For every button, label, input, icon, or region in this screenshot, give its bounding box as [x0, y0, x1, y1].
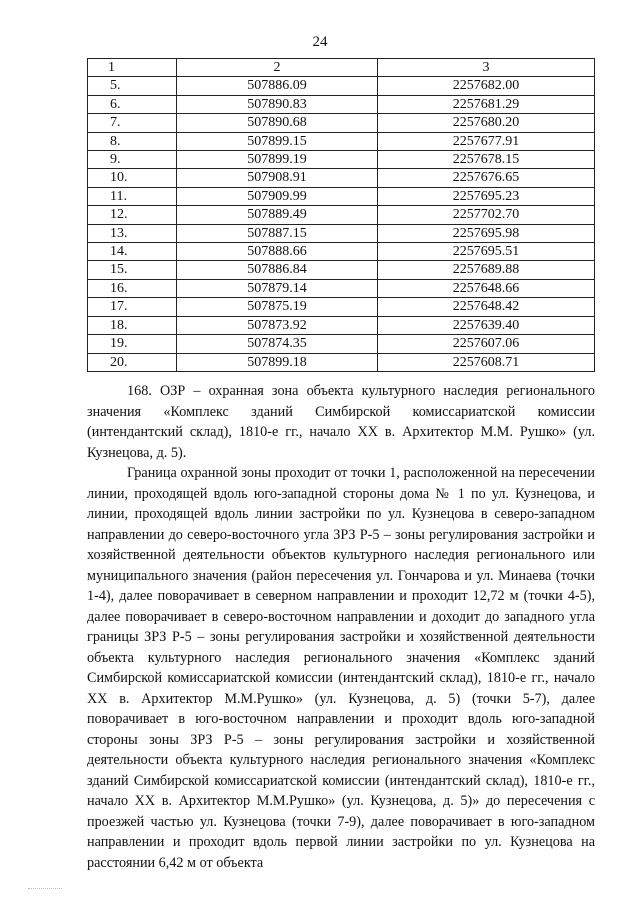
table-row: [88, 95, 595, 113]
x-coordinate-cell: 507886.84: [177, 261, 378, 279]
y-coordinate-cell: 2257678.15: [378, 151, 595, 169]
column-header-1: 1: [88, 59, 177, 77]
x-coordinate-cell: 507887.15: [177, 224, 378, 242]
point-number-cell: 5.: [88, 77, 177, 95]
y-coordinate-cell: 2257695.23: [378, 187, 595, 205]
table-row: [88, 261, 595, 279]
x-coordinate-cell: 507889.49: [177, 206, 378, 224]
x-coordinate-cell: 507888.66: [177, 243, 378, 261]
table-row: [88, 353, 595, 371]
table-header-row: [88, 59, 595, 77]
table-row: [88, 243, 595, 261]
column-header-3: 3: [378, 59, 595, 77]
point-number-cell: 8.: [88, 132, 177, 150]
coordinates-table: [87, 58, 595, 372]
x-coordinate-cell: 507879.14: [177, 279, 378, 297]
x-coordinate-cell: 507908.91: [177, 169, 378, 187]
y-coordinate-cell: 2257607.06: [378, 335, 595, 353]
x-coordinate-cell: 507886.09: [177, 77, 378, 95]
point-number-cell: 12.: [88, 206, 177, 224]
x-coordinate-cell: 507890.83: [177, 95, 378, 113]
x-coordinate-cell: 507899.18: [177, 353, 378, 371]
page-number: 24: [312, 34, 328, 50]
y-coordinate-cell: 2257648.66: [378, 279, 595, 297]
y-coordinate-cell: 2257702.70: [378, 206, 595, 224]
point-number-cell: 15.: [88, 261, 177, 279]
y-coordinate-cell: 2257648.42: [378, 298, 595, 316]
y-coordinate-cell: 2257677.91: [378, 132, 595, 150]
scan-artifact: [28, 888, 62, 891]
x-coordinate-cell: 507899.19: [177, 151, 378, 169]
x-coordinate-cell: 507875.19: [177, 298, 378, 316]
point-number-cell: 20.: [88, 353, 177, 371]
table-row: [88, 316, 595, 334]
y-coordinate-cell: 2257682.00: [378, 77, 595, 95]
column-header-2: 2: [177, 59, 378, 77]
point-number-cell: 13.: [88, 224, 177, 242]
x-coordinate-cell: 507909.99: [177, 187, 378, 205]
table-row: [88, 224, 595, 242]
point-number-cell: 10.: [88, 169, 177, 187]
x-coordinate-cell: 507899.15: [177, 132, 378, 150]
table-row: [88, 114, 595, 132]
point-number-cell: 14.: [88, 243, 177, 261]
point-number-cell: 17.: [88, 298, 177, 316]
y-coordinate-cell: 2257639.40: [378, 316, 595, 334]
table-row: [88, 335, 595, 353]
x-coordinate-cell: 507890.68: [177, 114, 378, 132]
point-number-cell: 7.: [88, 114, 177, 132]
table-row: [88, 206, 595, 224]
y-coordinate-cell: 2257676.65: [378, 169, 595, 187]
y-coordinate-cell: 2257608.71: [378, 353, 595, 371]
document-body: [87, 381, 595, 873]
point-number-cell: 16.: [88, 279, 177, 297]
y-coordinate-cell: 2257680.20: [378, 114, 595, 132]
table-row: [88, 187, 595, 205]
y-coordinate-cell: 2257689.88: [378, 261, 595, 279]
paragraph-168: 168. ОЗР – охранная зона объекта культурного наследия регионального значения «Комплекс зданий Симбирской комиссариатской комиссии (интендантский склад), 1810-е гг., начало XX в. Архитектор М.М. Рушко» (ул. Кузнецова, д. 5).: [87, 383, 595, 461]
y-coordinate-cell: 2257695.51: [378, 243, 595, 261]
table-row: [88, 169, 595, 187]
x-coordinate-cell: 507874.35: [177, 335, 378, 353]
y-coordinate-cell: 2257681.29: [378, 95, 595, 113]
point-number-cell: 6.: [88, 95, 177, 113]
y-coordinate-cell: 2257695.98: [378, 224, 595, 242]
table-row: [88, 132, 595, 150]
table-row: [88, 279, 595, 297]
table-row: [88, 77, 595, 95]
point-number-cell: 18.: [88, 316, 177, 334]
table-row: [88, 298, 595, 316]
point-number-cell: 19.: [88, 335, 177, 353]
table-row: [88, 151, 595, 169]
point-number-cell: 9.: [88, 151, 177, 169]
x-coordinate-cell: 507873.92: [177, 316, 378, 334]
point-number-cell: 11.: [88, 187, 177, 205]
paragraph-boundary-description: Граница охранной зоны проходит от точки 1, расположенной на пересечении линии, проходящей вдоль юго-западной стороны дома № 1 по ул. Кузнецова, и линии, проходящей вдоль линии застройки по ул. Кузнецова в северо-западном направлении до северо-восточного угла ЗРЗ Р-5 – зоны регулирования застройки и хозяйственной деятельности объектов культурного наследия регионального или муниципального значения (район пересечения ул. Гончарова и ул. Минаева (точки 1-4), далее поворачивает в северном направлении и проходит 12,72 м (точки 4-5), далее поворачивает в северо-восточном направлении и доходит до западного угла границы ЗРЗ Р-5 – зоны регулирования застройки и хозяйственной деятельности объекта культурного наследия регионального значения «Комплекс зданий Симбирской комиссариатской комиссии (интендантский склад), 1810-е гг., начало XX в. Архитектор М.М.Рушко» (ул. Кузнецова, д. 5) (точки 5-7), далее поворачивает в юго-восточном направлении и проходит вдоль юго-западной стороны зоны ЗРЗ Р-5 – зоны регулирования застройки и хозяйственной деятельности объекта культурного наследия регионального значения «Комплекс зданий Симбирской комиссариатской комиссии (интендантский склад), 1810-е гг., начало XX в. Архитектор М.М.Рушко» (ул. Кузнецова, д. 5)» до пересечения с проезжей частью ул. Кузнецова (точки 7-9), далее поворачивает в юго-западном направлении и проходит вдоль первой линии застройки по ул. Кузнецова на расстоянии 6,42 м от объекта: [87, 465, 595, 871]
